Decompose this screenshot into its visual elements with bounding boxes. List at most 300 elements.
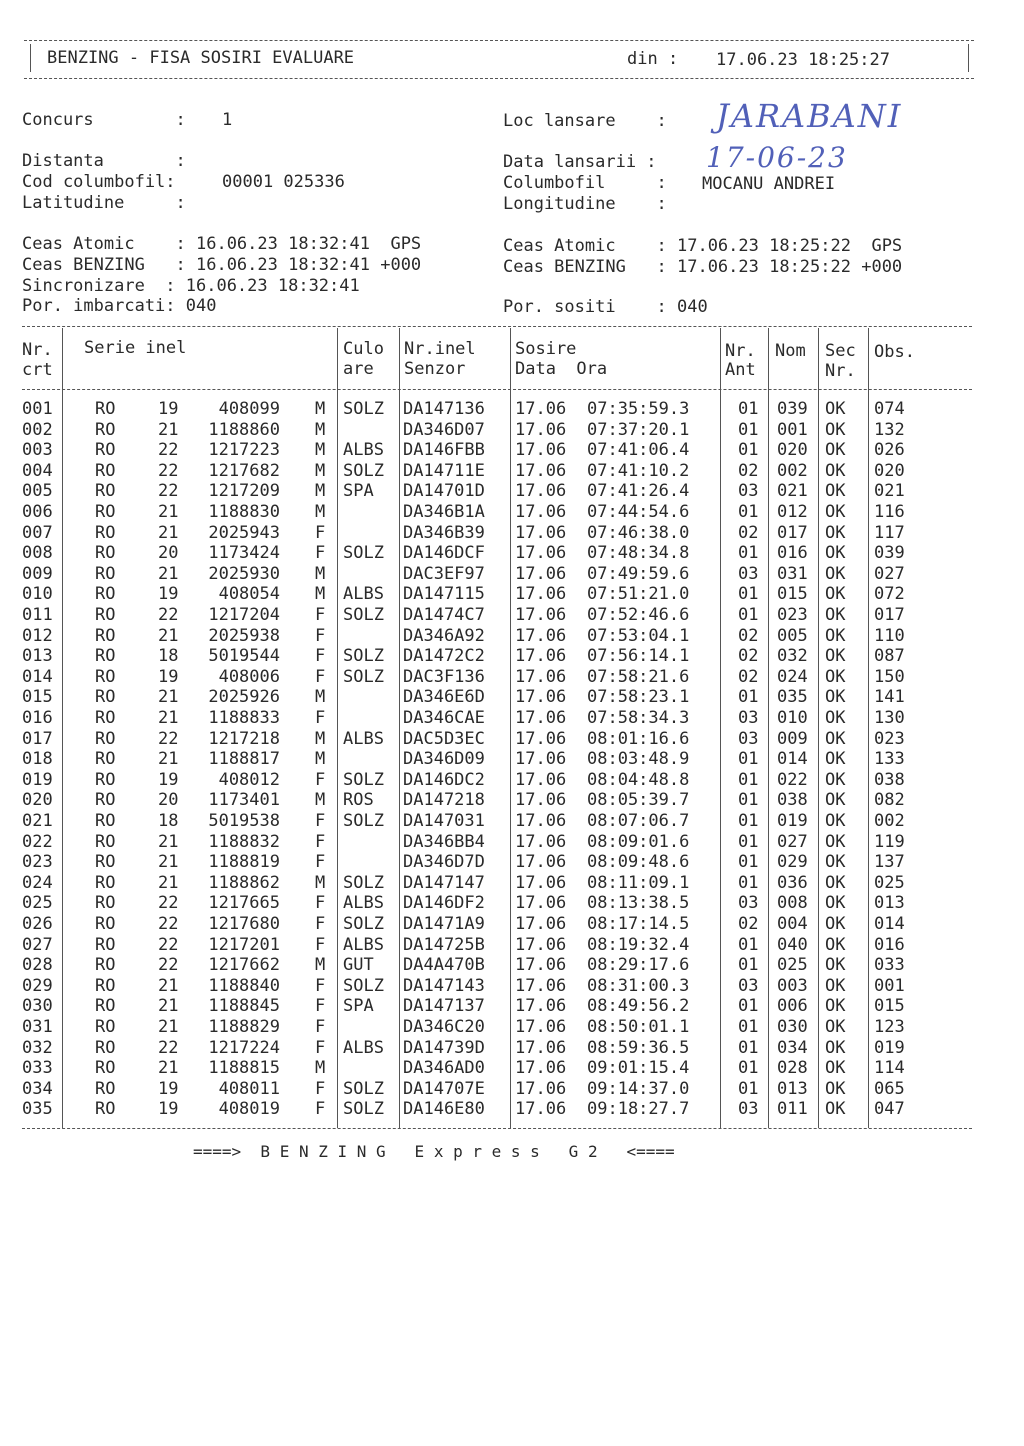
col-header-sec: Sec xyxy=(825,341,856,361)
cell-ring-number: 5019538 xyxy=(208,811,280,831)
cell-date: 17.06 xyxy=(515,914,567,934)
cell-color: ROS xyxy=(343,790,374,811)
cell-sensor: DA146DC2 xyxy=(403,769,485,790)
cell-sec: OK xyxy=(825,1037,846,1058)
din-label: din : xyxy=(627,49,679,69)
cell-country: RO xyxy=(95,728,116,749)
cell-ring-number: 1217223 xyxy=(208,440,280,461)
cell-obs: 019 xyxy=(874,1037,905,1058)
cell-sex: F xyxy=(315,666,326,687)
cell-antenna: 01 xyxy=(738,872,759,893)
cell-sex: M xyxy=(315,687,326,708)
cell-year: 22 xyxy=(158,934,179,955)
cell-nom: 017 xyxy=(777,522,808,543)
cell-sensor: DA346BB4 xyxy=(403,831,485,852)
cell-time: 07:52:46.6 xyxy=(587,605,690,625)
cell-obs: 123 xyxy=(874,1017,905,1037)
cell-country: RO xyxy=(95,914,116,934)
cell-obs: 027 xyxy=(874,563,905,584)
cell-sex: F xyxy=(315,975,326,996)
cell-antenna: 01 xyxy=(738,1058,759,1079)
cell-antenna: 01 xyxy=(738,769,759,790)
table-row xyxy=(0,420,1024,441)
cell-sensor: DA1472C2 xyxy=(403,646,485,667)
cell-color: SOLZ xyxy=(343,811,384,831)
table-row xyxy=(0,914,1024,935)
cell-sec: OK xyxy=(825,831,846,852)
cell-sec: OK xyxy=(825,872,846,893)
table-row xyxy=(0,481,1024,502)
cell-time: 08:05:39.7 xyxy=(587,790,690,811)
cell-antenna: 01 xyxy=(738,1037,759,1058)
cell-nom: 001 xyxy=(777,419,808,440)
cell-obs: 016 xyxy=(874,934,905,955)
cell-obs: 001 xyxy=(874,975,905,996)
cell-antenna: 01 xyxy=(738,811,759,831)
cell-date: 17.06 xyxy=(515,1017,567,1037)
cell-country: RO xyxy=(95,563,116,584)
cell-sex: M xyxy=(315,584,326,605)
table-row xyxy=(0,564,1024,585)
cell-color: SOLZ xyxy=(343,666,384,687)
cell-sensor: DA346CAE xyxy=(403,708,485,728)
cell-time: 07:41:10.2 xyxy=(587,460,690,481)
cell-sec: OK xyxy=(825,934,846,955)
cell-time: 07:51:21.0 xyxy=(587,584,690,605)
table-row xyxy=(0,770,1024,791)
cell-sex: F xyxy=(315,769,326,790)
cell-obs: 015 xyxy=(874,996,905,1017)
cell-antenna: 01 xyxy=(738,1078,759,1099)
cell-date: 17.06 xyxy=(515,934,567,955)
cell-nom: 011 xyxy=(777,1099,808,1120)
cell-ring-number: 1173424 xyxy=(208,543,280,564)
col-header-nr: Nr. xyxy=(22,340,53,360)
cell-antenna: 01 xyxy=(738,584,759,605)
cell-country: RO xyxy=(95,646,116,667)
cell-sec: OK xyxy=(825,975,846,996)
cell-sensor: DA14707E xyxy=(403,1078,485,1099)
cell-country: RO xyxy=(95,790,116,811)
cell-country: RO xyxy=(95,1017,116,1037)
cell-sec: OK xyxy=(825,440,846,461)
table-row xyxy=(0,502,1024,523)
cell-antenna: 02 xyxy=(738,522,759,543)
cell-time: 08:59:36.5 xyxy=(587,1037,690,1058)
cell-sex: M xyxy=(315,728,326,749)
cell-antenna: 01 xyxy=(738,955,759,976)
cell-ring-number: 2025943 xyxy=(208,522,280,543)
cell-date: 17.06 xyxy=(515,605,567,625)
cell-obs: 114 xyxy=(874,1058,905,1079)
report-datetime: 17.06.23 18:25:27 xyxy=(716,50,890,70)
cell-nom: 027 xyxy=(777,831,808,852)
cell-year: 21 xyxy=(158,522,179,543)
cell-nom: 032 xyxy=(777,646,808,667)
cell-sex: M xyxy=(315,502,326,522)
concurs-label: Concurs : xyxy=(22,110,186,130)
cell-date: 17.06 xyxy=(515,1037,567,1058)
cell-sensor: DA14701D xyxy=(403,481,485,502)
cell-nr: 031 xyxy=(22,1017,53,1037)
cell-sex: F xyxy=(315,996,326,1017)
cell-nr: 011 xyxy=(22,605,53,625)
cell-ring-number: 1217204 xyxy=(208,605,280,625)
cell-country: RO xyxy=(95,872,116,893)
cell-nr: 002 xyxy=(22,419,53,440)
table-row xyxy=(0,1099,1024,1120)
cell-nr: 016 xyxy=(22,708,53,728)
cell-time: 08:01:16.6 xyxy=(587,728,690,749)
cell-sec: OK xyxy=(825,563,846,584)
table-row xyxy=(0,646,1024,667)
cell-color: SOLZ xyxy=(343,399,384,419)
cell-sex: M xyxy=(315,419,326,440)
cell-nom: 036 xyxy=(777,872,808,893)
cell-obs: 150 xyxy=(874,666,905,687)
col-header-data-ora: Data Ora xyxy=(515,359,608,379)
cell-time: 08:04:48.8 xyxy=(587,769,690,790)
table-row xyxy=(0,976,1024,997)
cell-date: 17.06 xyxy=(515,502,567,522)
cell-ring-number: 1217201 xyxy=(208,934,280,955)
cell-nom: 014 xyxy=(777,749,808,770)
table-row xyxy=(0,852,1024,873)
cod-columbofil-value: 00001 025336 xyxy=(222,172,345,192)
table-row xyxy=(0,1079,1024,1100)
cell-sex: M xyxy=(315,460,326,481)
cell-sex: F xyxy=(315,1099,326,1120)
loc-lansare-label: Loc lansare : xyxy=(503,111,667,131)
cell-color: ALBS xyxy=(343,728,384,749)
cell-time: 07:58:34.3 xyxy=(587,708,690,728)
cell-date: 17.06 xyxy=(515,399,567,419)
cell-nom: 025 xyxy=(777,955,808,976)
cell-year: 22 xyxy=(158,955,179,976)
cell-color: SPA xyxy=(343,996,374,1017)
cell-country: RO xyxy=(95,440,116,461)
cell-color: SOLZ xyxy=(343,975,384,996)
cell-country: RO xyxy=(95,1099,116,1120)
cell-nr: 010 xyxy=(22,584,53,605)
cell-nr: 012 xyxy=(22,625,53,646)
header-left-border xyxy=(30,44,31,72)
cell-year: 22 xyxy=(158,460,179,481)
cell-country: RO xyxy=(95,481,116,502)
cell-nom: 039 xyxy=(777,399,808,419)
cell-sec: OK xyxy=(825,1078,846,1099)
cell-color: SOLZ xyxy=(343,1078,384,1099)
cell-sensor: DA147136 xyxy=(403,399,485,419)
cell-color: SOLZ xyxy=(343,1099,384,1120)
cell-antenna: 01 xyxy=(738,852,759,873)
cell-year: 21 xyxy=(158,831,179,852)
cell-year: 19 xyxy=(158,399,179,419)
cell-sec: OK xyxy=(825,1058,846,1079)
cell-sec: OK xyxy=(825,419,846,440)
cell-color: SOLZ xyxy=(343,605,384,625)
cell-date: 17.06 xyxy=(515,790,567,811)
col-header-nom: Nom xyxy=(775,341,806,361)
cell-date: 17.06 xyxy=(515,584,567,605)
cell-antenna: 01 xyxy=(738,831,759,852)
cell-ring-number: 408099 xyxy=(218,399,280,419)
cell-antenna: 01 xyxy=(738,1017,759,1037)
cell-color: ALBS xyxy=(343,584,384,605)
cell-obs: 110 xyxy=(874,625,905,646)
cell-sex: F xyxy=(315,852,326,873)
cell-nom: 004 xyxy=(777,914,808,934)
cell-ring-number: 1217218 xyxy=(208,728,280,749)
table-row xyxy=(0,1038,1024,1059)
cell-time: 08:17:14.5 xyxy=(587,914,690,934)
cell-ring-number: 408019 xyxy=(218,1099,280,1120)
cell-sensor: DA147143 xyxy=(403,975,485,996)
cell-sensor: DA346E6D xyxy=(403,687,485,708)
cell-year: 21 xyxy=(158,419,179,440)
cell-ring-number: 1217209 xyxy=(208,481,280,502)
cell-date: 17.06 xyxy=(515,708,567,728)
porumbei-imbarcati: Por. imbarcati: 040 xyxy=(22,296,217,316)
cell-nom: 028 xyxy=(777,1058,808,1079)
cell-date: 17.06 xyxy=(515,1078,567,1099)
cell-year: 21 xyxy=(158,996,179,1017)
cell-sensor: DA346A92 xyxy=(403,625,485,646)
cell-sec: OK xyxy=(825,481,846,502)
distanta-label: Distanta : xyxy=(22,151,186,171)
cell-time: 07:44:54.6 xyxy=(587,502,690,522)
cell-nr: 035 xyxy=(22,1099,53,1120)
cell-country: RO xyxy=(95,460,116,481)
table-row xyxy=(0,1017,1024,1038)
cell-nr: 019 xyxy=(22,769,53,790)
header-top-rule xyxy=(24,40,974,41)
cell-sensor: DA346C20 xyxy=(403,1017,485,1037)
cell-antenna: 02 xyxy=(738,666,759,687)
cell-sec: OK xyxy=(825,460,846,481)
cell-sex: F xyxy=(315,893,326,914)
cell-date: 17.06 xyxy=(515,975,567,996)
cell-nr: 034 xyxy=(22,1078,53,1099)
cell-sensor: DAC3EF97 xyxy=(403,563,485,584)
cell-country: RO xyxy=(95,831,116,852)
cell-sensor: DA147115 xyxy=(403,584,485,605)
cell-color: ALBS xyxy=(343,1037,384,1058)
table-row xyxy=(0,667,1024,688)
cell-country: RO xyxy=(95,1037,116,1058)
col-header-senzor: Senzor xyxy=(404,359,466,379)
cell-nom: 020 xyxy=(777,440,808,461)
cell-sec: OK xyxy=(825,769,846,790)
table-header-rule xyxy=(22,389,972,390)
cell-sec: OK xyxy=(825,399,846,419)
cell-ring-number: 1188860 xyxy=(208,419,280,440)
cell-color: SOLZ xyxy=(343,460,384,481)
cell-country: RO xyxy=(95,666,116,687)
cell-nr: 023 xyxy=(22,852,53,873)
cell-ring-number: 1188840 xyxy=(208,975,280,996)
cell-sensor: DA346B1A xyxy=(403,502,485,522)
cell-obs: 133 xyxy=(874,749,905,770)
table-row xyxy=(0,399,1024,420)
cell-nr: 018 xyxy=(22,749,53,770)
cell-obs: 072 xyxy=(874,584,905,605)
cell-year: 19 xyxy=(158,666,179,687)
cell-year: 21 xyxy=(158,872,179,893)
cell-nom: 022 xyxy=(777,769,808,790)
cell-color: ALBS xyxy=(343,440,384,461)
cell-year: 22 xyxy=(158,728,179,749)
cell-time: 07:56:14.1 xyxy=(587,646,690,667)
cell-time: 07:53:04.1 xyxy=(587,625,690,646)
table-row xyxy=(0,811,1024,832)
cell-nr: 004 xyxy=(22,460,53,481)
header-bottom-rule xyxy=(24,78,974,79)
cell-year: 20 xyxy=(158,790,179,811)
cell-ring-number: 1217224 xyxy=(208,1037,280,1058)
cell-sex: F xyxy=(315,914,326,934)
cell-sec: OK xyxy=(825,502,846,522)
cell-country: RO xyxy=(95,1058,116,1079)
cell-time: 09:18:27.7 xyxy=(587,1099,690,1120)
cell-year: 21 xyxy=(158,1017,179,1037)
cell-nom: 016 xyxy=(777,543,808,564)
data-lansarii-handwritten: 17-06-23 xyxy=(706,141,848,174)
cell-date: 17.06 xyxy=(515,543,567,564)
cell-nom: 040 xyxy=(777,934,808,955)
cell-obs: 038 xyxy=(874,769,905,790)
cell-sex: F xyxy=(315,708,326,728)
cell-country: RO xyxy=(95,399,116,419)
table-row xyxy=(0,749,1024,770)
cell-country: RO xyxy=(95,687,116,708)
cell-obs: 130 xyxy=(874,708,905,728)
left-benzing-clock: Ceas BENZING : 16.06.23 18:32:41 +000 xyxy=(22,255,422,275)
cell-ring-number: 2025926 xyxy=(208,687,280,708)
cell-obs: 141 xyxy=(874,687,905,708)
cell-time: 07:49:59.6 xyxy=(587,563,690,584)
cell-time: 08:07:06.7 xyxy=(587,811,690,831)
cell-sec: OK xyxy=(825,996,846,1017)
col-header-serie: Serie inel xyxy=(84,338,187,358)
cell-nr: 030 xyxy=(22,996,53,1017)
cell-date: 17.06 xyxy=(515,872,567,893)
cell-sensor: DA346B39 xyxy=(403,522,485,543)
cell-obs: 020 xyxy=(874,460,905,481)
cell-sec: OK xyxy=(825,749,846,770)
cell-country: RO xyxy=(95,996,116,1017)
cell-year: 21 xyxy=(158,502,179,522)
cell-date: 17.06 xyxy=(515,460,567,481)
cell-sex: F xyxy=(315,522,326,543)
cell-sec: OK xyxy=(825,1017,846,1037)
cell-time: 08:09:48.6 xyxy=(587,852,690,873)
col-header-sosire: Sosire xyxy=(515,339,577,359)
cell-country: RO xyxy=(95,749,116,770)
cell-date: 17.06 xyxy=(515,481,567,502)
cell-year: 22 xyxy=(158,605,179,625)
cell-time: 08:29:17.6 xyxy=(587,955,690,976)
cell-nr: 021 xyxy=(22,811,53,831)
cell-sensor: DA346D09 xyxy=(403,749,485,770)
cell-ring-number: 1188829 xyxy=(208,1017,280,1037)
cell-year: 21 xyxy=(158,975,179,996)
cell-nom: 003 xyxy=(777,975,808,996)
cell-nom: 029 xyxy=(777,852,808,873)
cell-country: RO xyxy=(95,955,116,976)
cell-sec: OK xyxy=(825,728,846,749)
table-row xyxy=(0,790,1024,811)
cell-time: 08:31:00.3 xyxy=(587,975,690,996)
cell-date: 17.06 xyxy=(515,893,567,914)
cell-color: ALBS xyxy=(343,893,384,914)
cell-antenna: 03 xyxy=(738,893,759,914)
cell-nr: 006 xyxy=(22,502,53,522)
cell-date: 17.06 xyxy=(515,522,567,543)
table-row xyxy=(0,461,1024,482)
cell-country: RO xyxy=(95,584,116,605)
cell-color: SOLZ xyxy=(343,646,384,667)
cell-time: 07:37:20.1 xyxy=(587,419,690,440)
cell-color: ALBS xyxy=(343,934,384,955)
cell-year: 21 xyxy=(158,625,179,646)
header-right-border xyxy=(968,44,969,72)
cell-nom: 002 xyxy=(777,460,808,481)
cell-year: 19 xyxy=(158,769,179,790)
cell-color: SOLZ xyxy=(343,914,384,934)
cell-nr: 020 xyxy=(22,790,53,811)
cell-date: 17.06 xyxy=(515,955,567,976)
cell-nr: 024 xyxy=(22,872,53,893)
cell-year: 19 xyxy=(158,584,179,605)
cell-sensor: DA1471A9 xyxy=(403,914,485,934)
cell-color: SOLZ xyxy=(343,769,384,790)
cell-sec: OK xyxy=(825,666,846,687)
cell-country: RO xyxy=(95,934,116,955)
cell-time: 08:13:38.5 xyxy=(587,893,690,914)
cell-obs: 021 xyxy=(874,481,905,502)
cell-nr: 001 xyxy=(22,399,53,419)
cell-nom: 015 xyxy=(777,584,808,605)
table-top-rule xyxy=(22,326,972,327)
left-atomic-clock: Ceas Atomic : 16.06.23 18:32:41 GPS xyxy=(22,234,422,254)
cell-antenna: 02 xyxy=(738,646,759,667)
cell-sex: F xyxy=(315,811,326,831)
cell-sex: F xyxy=(315,646,326,667)
columbofil-label: Columbofil : xyxy=(503,173,667,193)
cell-date: 17.06 xyxy=(515,728,567,749)
cell-sensor: DA147137 xyxy=(403,996,485,1017)
cell-ring-number: 1217665 xyxy=(208,893,280,914)
cell-antenna: 03 xyxy=(738,708,759,728)
cell-sex: F xyxy=(315,605,326,625)
cell-sensor: DA146E80 xyxy=(403,1099,485,1120)
cell-time: 07:41:26.4 xyxy=(587,481,690,502)
cell-year: 22 xyxy=(158,440,179,461)
cell-sex: M xyxy=(315,872,326,893)
cell-ring-number: 1217680 xyxy=(208,914,280,934)
cell-nom: 038 xyxy=(777,790,808,811)
cell-sensor: DA147147 xyxy=(403,872,485,893)
cell-nom: 009 xyxy=(777,728,808,749)
cell-date: 17.06 xyxy=(515,646,567,667)
cell-time: 07:58:21.6 xyxy=(587,666,690,687)
cell-ring-number: 1173401 xyxy=(208,790,280,811)
cell-year: 21 xyxy=(158,852,179,873)
cell-date: 17.06 xyxy=(515,440,567,461)
cell-sec: OK xyxy=(825,522,846,543)
cell-sensor: DA147031 xyxy=(403,811,485,831)
